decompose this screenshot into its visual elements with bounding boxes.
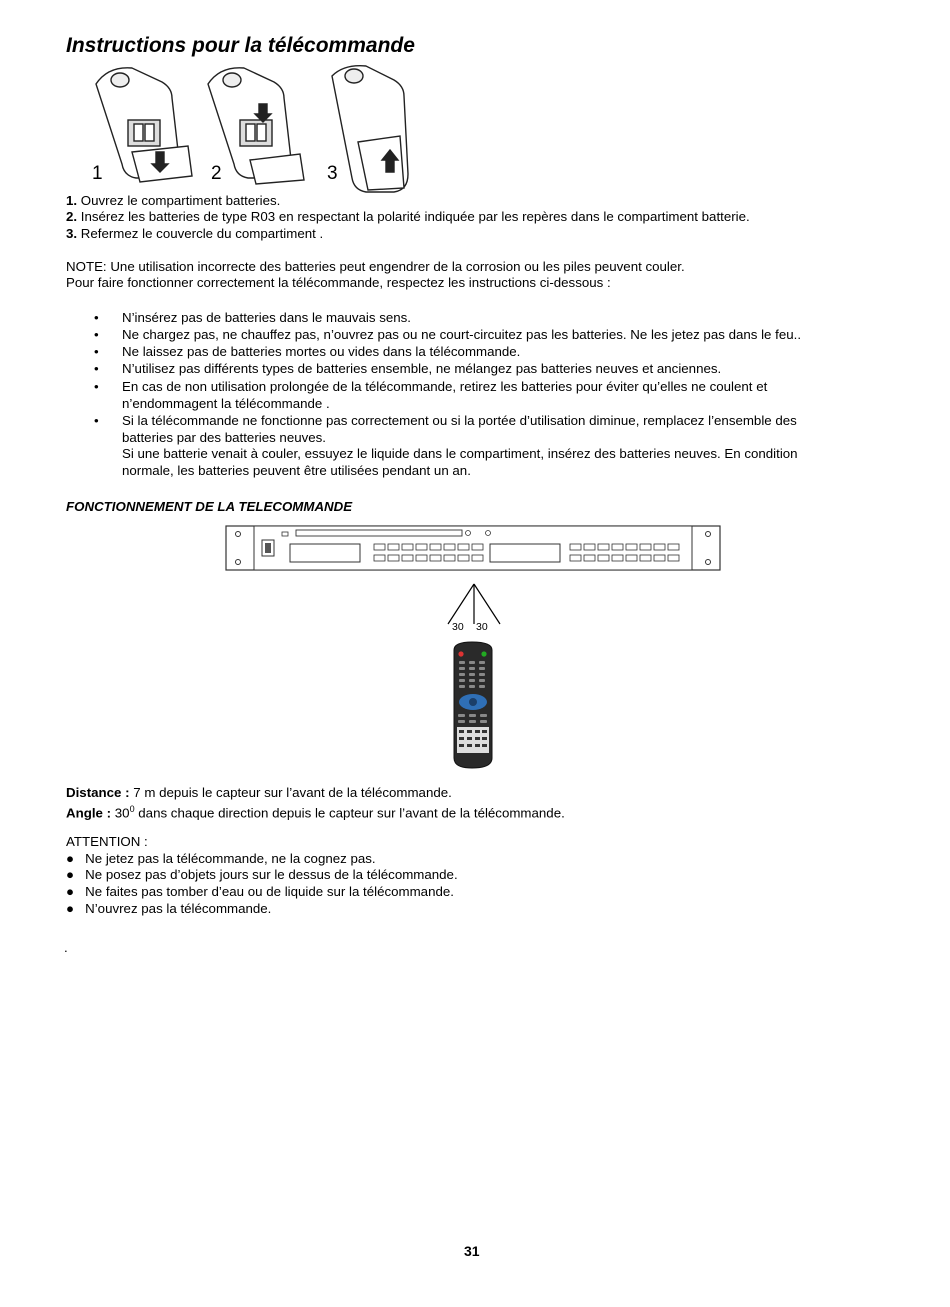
attention-item: ● N’ouvrez pas la télécommande. (66, 901, 272, 916)
figure-label-2: 2 (211, 163, 222, 184)
angle-lines (440, 582, 510, 634)
figure-label-1: 1 (92, 163, 103, 184)
angle-label-left: 30 (452, 621, 464, 633)
attention-item: ● Ne faites pas tomber d’eau ou de liquide sur la télécommande. (66, 884, 454, 899)
list-item: En cas de non utilisation prolongée de la télécommande, retirez les batteries pour éviter qu’elles ne coulent et (122, 379, 768, 394)
figure-label-3: 3 (327, 163, 338, 184)
attention-title: ATTENTION : (66, 834, 148, 849)
bullet-dot: • (94, 327, 99, 342)
stray-mark: . (64, 940, 68, 955)
bullet-dot: • (94, 361, 99, 376)
list-item-cont: batteries par des batteries neuves. (122, 430, 327, 445)
list-item: Ne laissez pas de batteries mortes ou vides dans la télécommande. (122, 344, 521, 359)
step-2: 2. Insérez les batteries de type R03 en respectant la polarité indiquée par les repères dans le compartiment batterie. (66, 209, 750, 224)
list-item: N’utilisez pas différents types de batteries ensemble, ne mélangez pas batteries neuves et anciennes. (122, 361, 722, 376)
list-item-cont: Si une batterie venait à couler, essuyez le liquide dans le compartiment, insérez des batteries neuves. En condition (122, 446, 798, 461)
bullet-dot: • (94, 344, 99, 359)
remote-step-3 (332, 66, 408, 192)
section-heading: FONCTIONNEMENT DE LA TELECOMMANDE (66, 499, 353, 514)
distance-line: Distance : 7 m depuis le capteur sur l’avant de la télécommande. (66, 785, 452, 800)
attention-item: ● Ne jetez pas la télécommande, ne la cognez pas. (66, 851, 376, 866)
page-number: 31 (464, 1243, 480, 1259)
angle-line: Angle : $30^0$ dans chaque direction depuis le capteur sur l’avant de la télécommande. (66, 804, 565, 821)
page-title: Instructions pour la télécommande (66, 34, 415, 57)
list-item: Si la télécommande ne fonctionne pas correctement ou si la portée d’utilisation diminue, remplacez l’ensemble des (122, 413, 797, 428)
remote-step-1 (96, 68, 192, 182)
remote-step-2 (208, 68, 304, 184)
bullet-dot: • (94, 413, 99, 428)
list-item-cont: n’endommagent la télécommande . (122, 396, 330, 411)
step-3: 3. Refermez le couvercle du compartiment . (66, 226, 324, 241)
angle-label-right: 30 (476, 621, 488, 633)
rack-player-illustration (224, 522, 724, 574)
step-1: 1. Ouvrez le compartiment batteries. (66, 193, 281, 208)
note-line-1: NOTE: Une utilisation incorrecte des batteries peut engendrer de la corrosion ou les piles peuvent couler. (66, 259, 685, 274)
list-item: Ne chargez pas, ne chauffez pas, n’ouvrez pas ou ne court-circuitez pas les batteries. Ne les jetez pas dans le feu.. (122, 327, 802, 342)
battery-steps-figure (88, 64, 418, 196)
bullet-dot: • (94, 379, 99, 394)
remote-control-illustration (448, 640, 498, 770)
note-line-2: Pour faire fonctionner correctement la télécommande, respectez les instructions ci-dessous : (66, 275, 611, 290)
bullet-dot: • (94, 310, 99, 325)
list-item-cont: normale, les batteries peuvent être utilisées pendant un an. (122, 463, 471, 478)
attention-item: ● Ne posez pas d’objets jours sur le dessus de la télécommande. (66, 867, 458, 882)
list-item: N’insérez pas de batteries dans le mauvais sens. (122, 310, 411, 325)
